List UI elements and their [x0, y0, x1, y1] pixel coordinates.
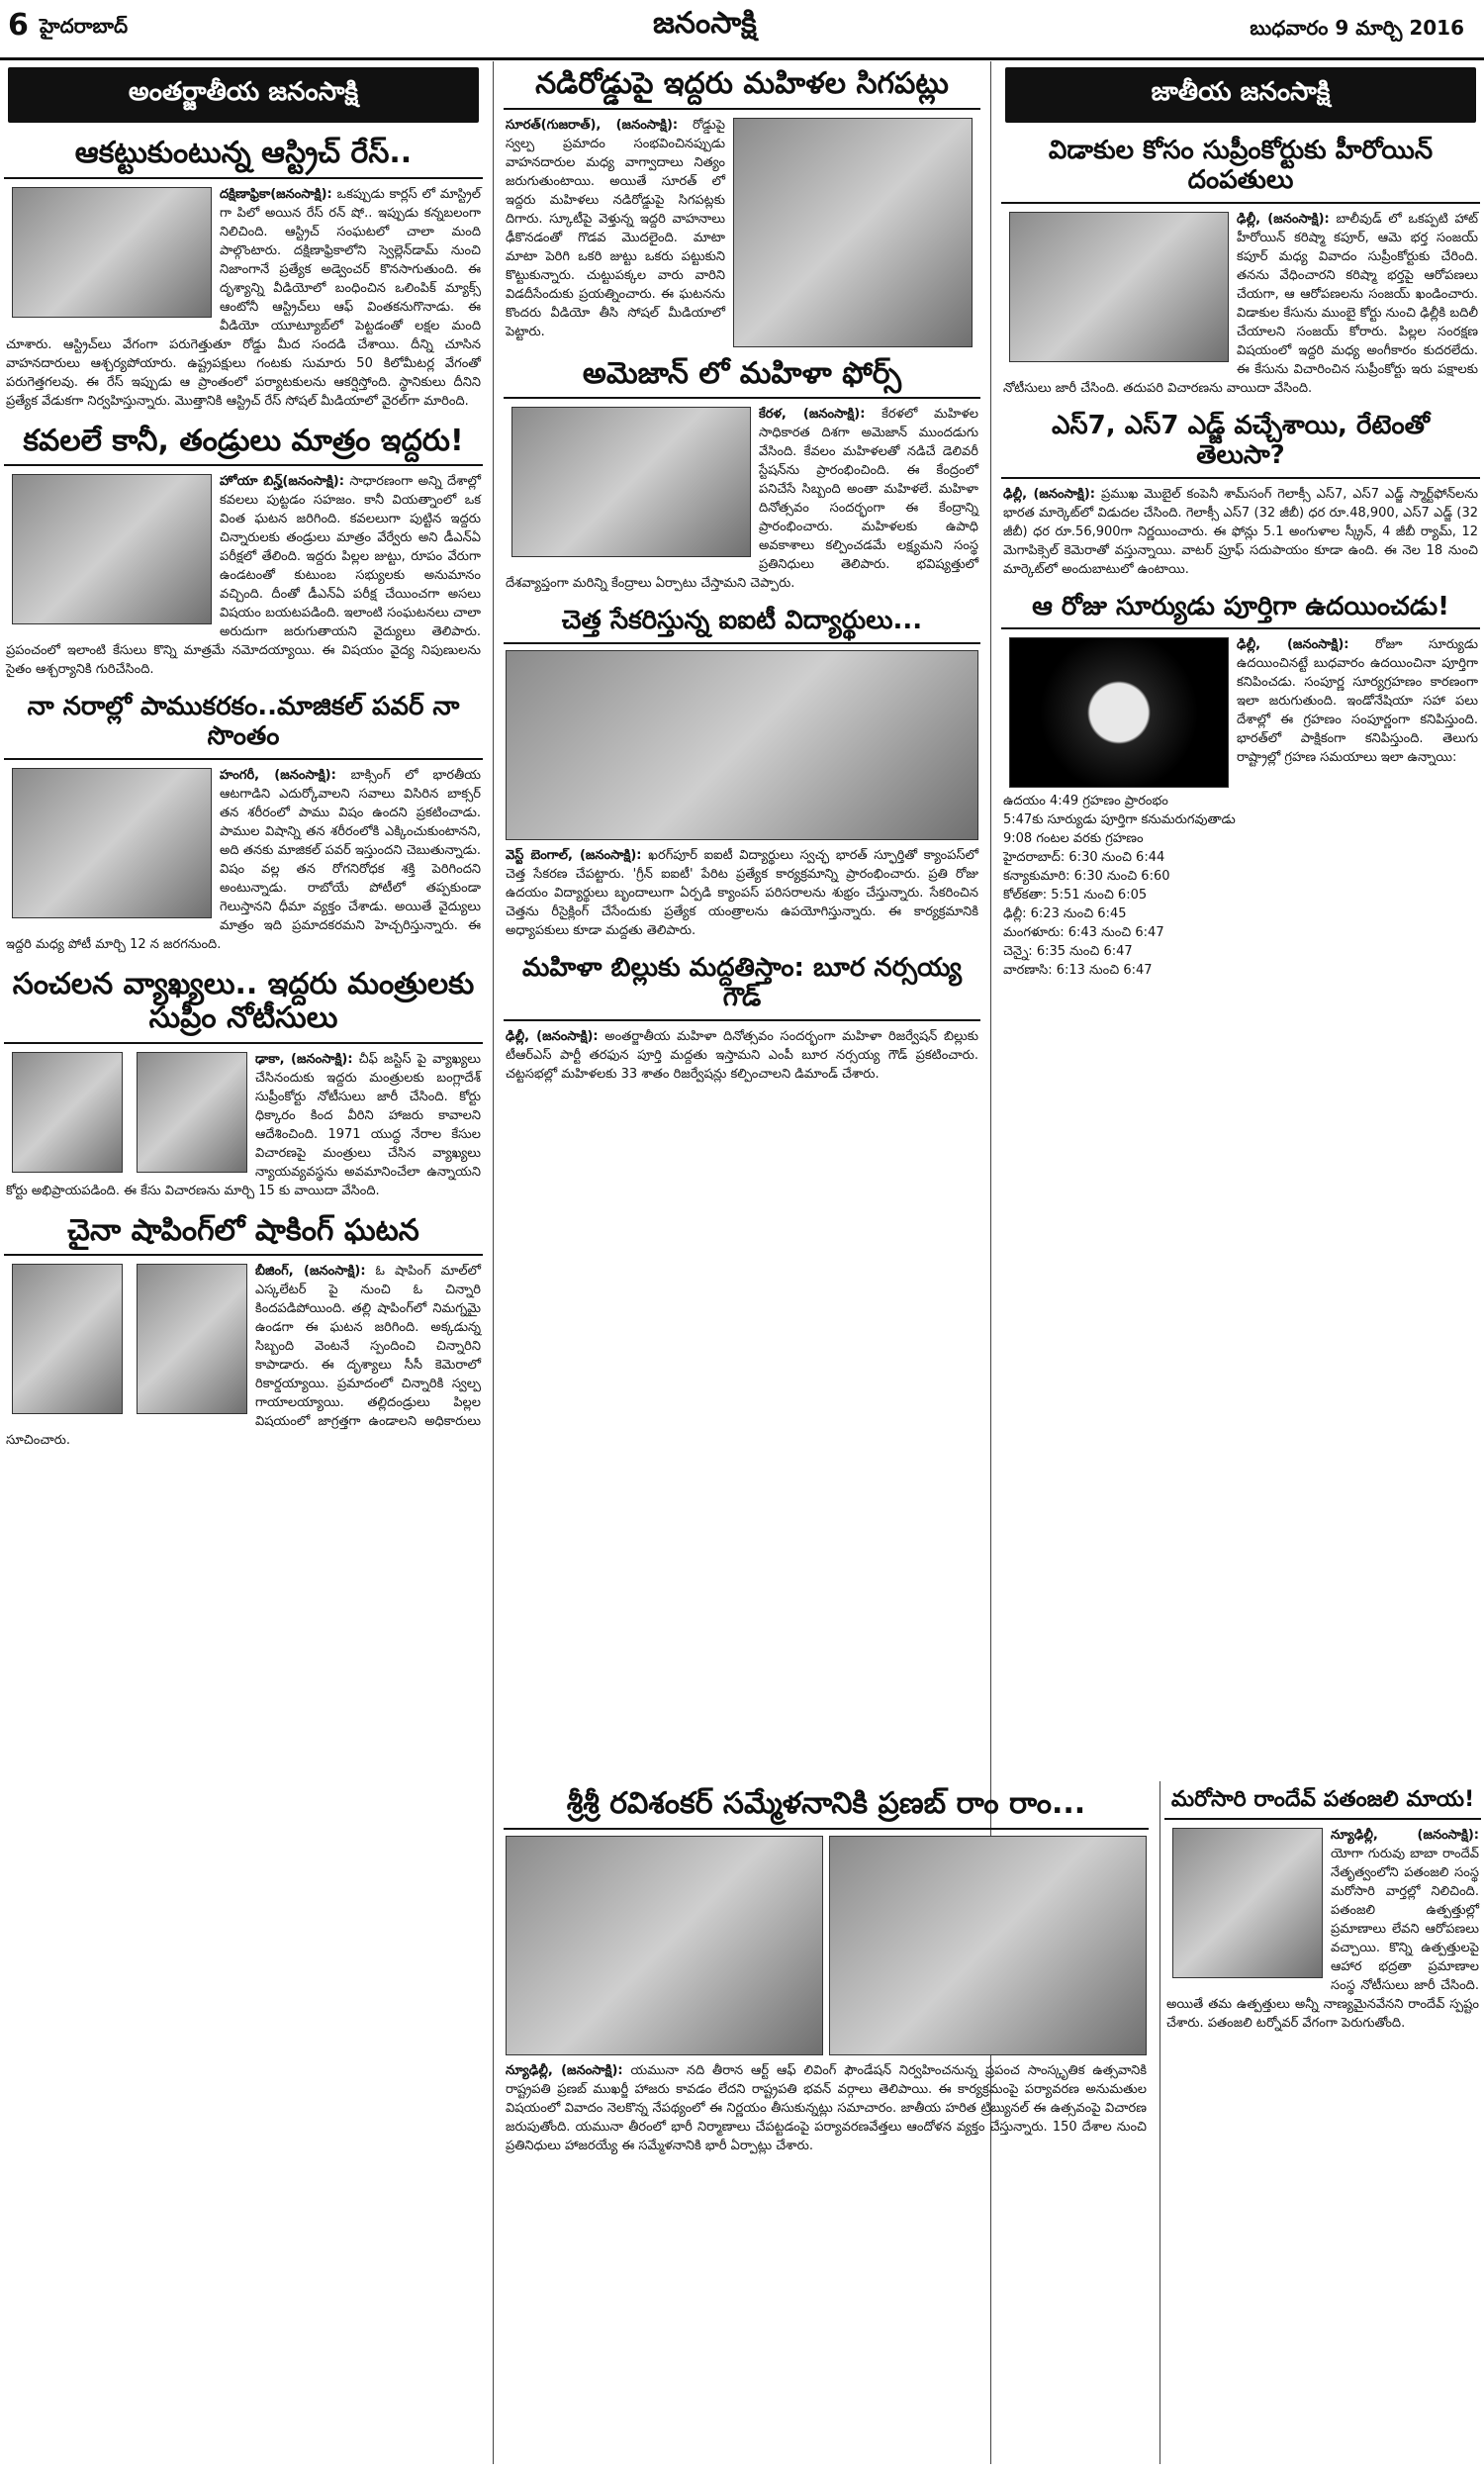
list-item: 5:47కు సూర్యుడు పూర్తిగా కనుమరుగవుతాడు — [1003, 812, 1236, 828]
article-headline: మరోసారి రాందేవ్ పతంజలి మాయ! — [1164, 1781, 1481, 1820]
article-ramdev — [1159, 1781, 1484, 2464]
article-body: రోజూ సూర్యుడు ఉదయించినట్టే బుధవారం ఉదయించినా పూర్తిగా కనిపించడు. సంపూర్ణ సూర్యగ్రహణం కారణంగా ఇలా జరుగుతుంది. ఇండోనేషియా సహా పలు దేశాల్లో ఈ గ్రహణం సంపూర్ణంగా కనిపిస్తుంది. భారత్‌లో పాక్షికంగా కనిపిస్తుంది. తెలుగు రాష్ట్రాల్లో గ్రహణ సమయాలు ఇలా ఉన్నాయి: — [1237, 637, 1478, 766]
masthead — [0, 0, 1484, 60]
photo-strip — [500, 1836, 1153, 2055]
article-headline: సంచలన వ్యాఖ్యలు.. ఇద్దరు మంత్రులకు సుప్రీం నోటీసులు — [4, 962, 483, 1044]
article-body: బాక్సింగ్ లో భారతీయ ఆటగాడిని ఎదుర్కోవాలని సవాలు విసిరిన బాక్సర్ తన శరీరంలో పాము విషం ఉందని ప్రకటించాడు. పాముల విషాన్ని తన శరీరంలోకి ఎక్కించుకుంటానని, అది తనకు మాజికల్ పవర్ ఇస్తుందని చెబుతున్నాడు. విషం వల్ల తన రోగనిరోధక శక్తి పెరిగిందని అంటున్నాడు. రాబోయే పోటీలో తప్పకుండా గెలుస్తానని ధీమా వ్యక్తం చేశాడు. అయితే వైద్యులు మాత్రం ఇది ప్రమాదకరమని హెచ్చరిస్తున్నారు. ఈ ఇద్దరి మధ్య పోటీ మార్చి 12 న జరగనుంది. — [6, 767, 482, 952]
article-women-fight — [500, 61, 984, 351]
ravishankar-photo — [506, 1836, 823, 2055]
article-body: యోగా గురువు బాబా రాందేవ్ నేతృత్వంలోని పతంజలి సంస్థ మరోసారి వార్తల్లో నిలిచింది. పతంజలి ఉత్పత్తుల్లో ప్రమాణాలు లేవని ఆరోపణలు వచ్చాయి. కొన్ని ఉత్పత్తులపై ఆహార భద్రతా ప్రమాణాల సంస్థ నోటీసులు జారీ చేసింది. అయితే తమ ఉత్పత్తులు అన్నీ నాణ్యమైనవేనని రాందేవ్ స్పష్టం చేశారు. పతంజలి టర్నోవర్ వేగంగా పెరుగుతోంది. — [1166, 1847, 1479, 2032]
article-body: బాలీవుడ్ లో ఒకప్పటి హాట్ హీరోయిన్ కరిష్మా కపూర్, ఆమె భర్త సంజయ్ కపూర్ మధ్య వివాదం సుప్రీంకోర్టుకు చేరింది. తనను వేధించారని కరిష్మా భర్తపై ఆరోపణలు చేయగా, ఆ ఆరోపణలను సంజయ్ ఖండించారు. విడాకుల కేసును ముంబై కోర్టు నుంచి ఢిల్లీకి బదిలీ చేయాలని సంజయ్ కోరారు. పిల్లల సంరక్షణ విషయంలో ఇద్దరి మధ్య అంగీకారం కుదరలేదు. ఈ కేసును విచారించిన సుప్రీంకోర్టు ఇరు పక్షాలకు నోటీసులు జారీ చేసింది. తదుపరి విచారణను వాయిదా వేసింది. — [1003, 211, 1479, 396]
article-headline: కవలలే కానీ, తండ్రులు మాత్రం ఇద్దరు! — [4, 419, 483, 467]
article-headline: విడాకుల కోసం సుప్రీంకోర్టుకు హీరోయిన్ దంపతులు — [1001, 131, 1480, 204]
list-item: కన్యాకుమారి: 6:30 నుంచి 6:60 — [1003, 869, 1170, 885]
list-item: చెన్నై: 6:35 నుంచి 6:47 — [1003, 944, 1133, 960]
twins-hands-photo — [12, 474, 212, 624]
dateline: ఢిల్లీ, (జనంసాక్షి): — [1003, 486, 1095, 502]
minister-photo — [137, 1052, 247, 1173]
patanjali-photo — [1172, 1828, 1323, 1978]
minister-photo — [12, 1052, 123, 1173]
article-headline: నా నరాల్లో పాముకరకం..మాజికల్ పవర్ నా సొంతం — [4, 687, 483, 760]
article-body: యమునా నది తీరాన ఆర్ట్ ఆఫ్ లివింగ్ ఫౌండేషన్ నిర్వహించనున్న ప్రపంచ సాంస్కృతిక ఉత్సవానికి రాష్ట్రపతి ప్రణబ్ ముఖర్జీ హాజరు కావడం లేదని రాష్ట్రపతి భవన్ వర్గాలు తెలిపాయి. ఈ కార్యక్రమంపై పర్యావరణ అనుమతుల విషయంలో వివాదం నెలకొన్న నేపథ్యంలో ఈ నిర్ణయం తీసుకున్నట్లు సమాచారం. జాతీయ హరిత ట్రిబ్యునల్ ఈ ఉత్సవంపై విచారణ జరుపుతోంది. యమునా తీరంలో భారీ నిర్మాణాలు చేపట్టడంపై పర్యావరణవేత్తలు ఆందోళన వ్యక్తం చేస్తున్నారు. 150 దేశాల నుంచి ప్రతినిధులు హాజరయ్యే ఈ సమ్మేళనానికి భారీ ఏర్పాట్లు చేశారు. — [506, 2062, 1148, 2153]
section-banner-national: జాతీయ జనంసాక్షి — [1005, 67, 1476, 123]
dateline: కేరళ, (జనంసాక్షి): — [759, 407, 866, 422]
list-item: మంగళూరు: 6:43 నుంచి 6:47 — [1003, 925, 1164, 941]
article-headline: ఆకట్టుకుంటున్న ఆస్ట్రిచ్ రేస్.. — [4, 131, 483, 179]
dateline: న్యూఢిల్లీ, (జనంసాక్షి): — [506, 2062, 623, 2078]
article-iit-students — [500, 601, 984, 940]
iit-building-photo — [506, 650, 978, 840]
dateline: దక్షిణాఫ్రికా(జనంసాక్షి): — [220, 186, 332, 202]
fight-photo — [733, 118, 973, 347]
article-headline: చెత్త సేకరిస్తున్న ఐఐటీ విద్యార్థులు... — [504, 601, 980, 644]
list-item: హైదరాబాద్: 6:30 నుంచి 6:44 — [1003, 850, 1165, 866]
dateline: హంగరీ, (జనంసాక్షి): — [220, 767, 336, 783]
article-body: సాధారణంగా అన్ని దేశాల్లో కవలలు పుట్టడం సహజం. కానీ వియత్నాంలో ఒక వింత ఘటన జరిగింది. కవలలుగా పుట్టిన ఇద్దరు చిన్నారులకు తండ్రులు మాత్రం వేర్వేరు అని డీఎన్‌ఏ పరీక్షలో తేలింది. ఇద్దరు పిల్లల జుట్టు, రూపం వేరుగా ఉండటంతో కుటుంబ సభ్యులకు అనుమానం వచ్చింది. దీంతో డీఎన్‌ఏ పరీక్ష చేయించగా అసలు విషయం బయటపడింది. ఇలాంటి సంఘటనలు చాలా అరుదుగా జరుగుతాయని వైద్యులు తెలిపారు. ప్రపంచంలో ఇలాంటి కేసులు కొన్ని మాత్రమే నమోదయ్యాయి. ఈ విషయం వైద్య నిపుణులను సైతం ఆశ్చర్యానికి గురిచేసింది. — [6, 474, 481, 677]
article-ravishankar — [500, 1781, 1153, 2464]
boxer-photo — [12, 768, 212, 918]
dateline: ఢాకా, (జనంసాక్షి): — [255, 1051, 353, 1067]
section-banner-international: అంతర్జాతీయ జనంసాక్షి — [8, 67, 479, 123]
article-headline: మహిళా బిల్లుకు మద్దతిస్తాం: బూర నర్సయ్య గౌడ్ — [504, 948, 980, 1021]
article-china-shopping — [0, 1208, 487, 1459]
list-item: వారణాసి: 6:13 నుంచి 6:47 — [1003, 963, 1153, 979]
article-ostrich-race — [0, 131, 487, 419]
escalator-photo — [12, 1264, 123, 1414]
article-twins — [0, 419, 487, 688]
dateline: ఢిల్లీ, (జనంసాక్షి): — [506, 1028, 599, 1044]
issue-date: బుధవారం 9 మార్చి 2016 — [1250, 16, 1464, 40]
newspaper-logo: జనంసాక్షి — [653, 6, 757, 41]
list-item: ఉదయం 4:49 గ్రహణం ప్రారంభం — [1003, 794, 1168, 809]
article-body: ప్రముఖ మొబైల్ కంపెనీ శామ్‌సంగ్ గెలాక్సీ ఎస్7, ఎస్7 ఎడ్జ్ స్మార్ట్‌ఫోన్‌లను భారత మార్కెట్‌లో విడుదల చేసింది. గెలాక్సీ ఎస్7 (32 జీబీ) ధర రూ.48,900, ఎస్7 ఎడ్జ్ (32 జీబీ) ధర రూ.56,900గా నిర్ణయించారు. ఈ ఫోన్లు 5.1 అంగుళాల స్క్రీన్, 4 జీబీ ర్యామ్, 12 మెగాపిక్సెల్ కెమెరాతో వస్తున్నాయి. వాటర్ ప్రూఫ్ సదుపాయం కూడా ఉంది. ఈ నెల 18 నుంచి మార్కెట్‌లో అందుబాటులో ఉంటాయి. — [1003, 486, 1478, 577]
list-item: ఢిల్లీ: 6:23 నుంచి 6:45 — [1003, 906, 1127, 922]
edition-city: హైదరాబాద్ — [40, 14, 129, 38]
amazon-staff-photo — [511, 407, 751, 557]
article-snake-blood — [0, 687, 487, 962]
article-women-bill — [500, 948, 984, 1084]
dateline: వెస్ట్ బెంగాల్, (జనంసాక్షి): — [506, 847, 642, 863]
eclipse-timings-list — [997, 792, 1484, 980]
article-body: రోడ్డుపై స్వల్ప ప్రమాదం సంభవించినప్పుడు వాహనదారుల మధ్య వాగ్వాదాలు నిత్యం జరుగుతుంటాయి. అయితే సూరత్ లో ఇద్దరు మహిళలు నడిరోడ్డుపై సిగపట్లకు దిగారు. స్కూటీపై వెళ్తున్న ఇద్దరి వాహనాలు ఢీకొనడంతో గొడవ మొదలైంది. మాటా మాటా పెరిగి ఒకరి జుట్టు ఒకరు పట్టుకుని కొట్టుకున్నారు. చుట్టుపక్కల వారు వారిని విడదీసేందుకు ప్రయత్నించారు. ఈ ఘటనను కొందరు వీడియో తీసి సోషల్ మీడియాలో పెట్టారు. — [506, 117, 725, 339]
escalator-photo — [137, 1264, 247, 1414]
article-body: ఒకప్పుడు కార్లస్ లో మాస్ట్రిల్ గా పిలో అయిన రేస్ రన్ షో.. ఇప్పుడు కన్నబలంగా నిలిచింది. ఆస్ట్రిచ్ సంఘటలో చాలా మంది పాల్గొంటారు. దక్షిణాఫ్రికాలోని స్వెల్లెన్‌డామ్ నుంచి నిజాంగానే ప్రత్యేక అడ్వెంచర్ కొనసాగుతుంది. ఈ దృశ్యాన్ని వీడియోలో బంధించిన ఒలింపిక్ మ్యాక్స్ ఆంటోనీ ఆస్ట్రిచ్‌లు ఆఫ్ వింతకనుగొనాడు. ఈ వీడియో యూట్యూబ్‌లో పెట్టడంతో లక్షల మంది చూశారు. ఆస్ట్రిచ్‌లు వేగంగా పరుగెత్తుతూ రోడ్డు మీద సందడి చేశాయి. దీన్ని చూసిన వాహనదారులు ఆశ్చర్యపోయారు. ఉష్ట్రపక్షులు గంటకు సుమారు 50 కిలోమీటర్ల వేగంతో పరుగెత్తగలవు. ఈ రేస్ ఇప్పుడు ఆ ప్రాంతంలో పర్యాటకులను ఆకర్షిస్తోంది. స్థానికులు దీనిని ప్రత్యేక వేడుకగా నిర్వహిస్తున్నారు. మొత్తానికి ఆస్ట్రిచ్ రేస్ సోషల్ మీడియాలో వైరల్‌గా మారింది. — [6, 186, 481, 409]
article-body: అంతర్జాతీయ మహిళా దినోత్సవం సందర్భంగా మహిళా రిజర్వేషన్ బిల్లుకు టీఆర్‌ఎస్ పార్టీ తరఫున పూర్తి మద్దతు ఇస్తామని ఎంపీ బూర నర్సయ్య గౌడ్ ప్రకటించారు. చట్టసభల్లో మహిళలకు 33 శాతం రిజర్వేషన్లు కల్పించాలని డిమాండ్ చేశారు. — [506, 1028, 978, 1082]
dateline: ఢిల్లీ, (జనంసాక్షి): — [1237, 637, 1349, 653]
article-supreme-notice — [0, 962, 487, 1208]
article-body: కేరళలో మహిళల సాధికారత దిశగా అమెజాన్ ముందడుగు వేసింది. కేవలం మహిళలతో నడిచే డెలివరీ స్టేషన్‌ను ప్రారంభించింది. ఈ కేంద్రంలో పనిచేసే సిబ్బంది అంతా మహిళలే. మహిళా దినోత్సవం సందర్భంగా ఈ కేంద్రాన్ని ప్రారంభించారు. మహిళలకు ఉపాధి అవకాశాలు కల్పించడమే లక్ష్యమని సంస్థ ప్రతినిధులు తెలిపారు. భవిష్యత్తులో దేశవ్యాప్తంగా మరిన్ని కేంద్రాలు ఏర్పాటు చేస్తామని చెప్పారు. — [506, 407, 978, 591]
article-headline: ఆ రోజు సూర్యుడు పూర్తిగా ఉదయించడు! — [1001, 587, 1480, 630]
international-column — [0, 61, 487, 2464]
article-headline: నడిరోడ్డుపై ఇద్దరు మహిళల సిగపట్లు — [504, 61, 980, 110]
article-eclipse — [997, 587, 1484, 981]
column-divider — [493, 61, 494, 2464]
page-number: 6 — [8, 8, 29, 43]
article-headline: అమెజాన్ లో మహిళా ఫోర్స్ — [504, 351, 980, 400]
article-headline: శ్రీశ్రీ రవిశంకర్ సమ్మేళనానికి ప్రణబ్ రాం రాం... — [504, 1781, 1149, 1830]
dateline: హోయా బిన్హ్(జనంసాక్షి): — [220, 474, 344, 489]
article-amazon-women — [500, 351, 984, 602]
article-body: చీఫ్ జస్టిస్ పై వ్యాఖ్యలు చేసినందుకు ఇద్దరు మంత్రులకు బంగ్లాదేశ్ సుప్రీంకోర్టు నోటీసులు జారీ చేసింది. కోర్టు ధిక్కారం కింద వీరిని హాజరు కావాలని ఆదేశించింది. 1971 యుద్ధ నేరాల కేసుల విచారణపై మంత్రులు చేసిన వ్యాఖ్యలు న్యాయవ్యవస్థను అవమానించేలా ఉన్నాయని కోర్టు అభిప్రాయపడింది. ఈ కేసు విచారణను మార్చి 15 కు వాయిదా వేసింది. — [6, 1051, 481, 1198]
pranab-photo — [829, 1836, 1147, 2055]
dateline: బీజింగ్, (జనంసాక్షి): — [255, 1264, 366, 1280]
article-headline: చైనా షాపింగ్‌లో షాకింగ్ ఘటన — [4, 1208, 483, 1257]
article-body: ఖరగ్‌పూర్ ఐఐటీ విద్యార్థులు స్వచ్ఛ భారత్ స్ఫూర్తితో క్యాంపస్‌లో చెత్త సేకరణ చేపట్టారు. 'గ్రీన్ ఐఐటీ' పేరిట ప్రత్యేక కార్యక్రమాన్ని ప్రారంభించారు. ప్రతి రోజు ఉదయం విద్యార్థులు బృందాలుగా ఏర్పడి క్యాంపస్ పరిసరాలను శుభ్రం చేస్తున్నారు. సేకరించిన చెత్తను రీసైక్లింగ్ చేసేందుకు ప్రత్యేక యంత్రాలను ఉపయోగిస్తున్నారు. ఈ కార్యక్రమానికి అధ్యాపకులు కూడా మద్దతు తెలిపారు. — [506, 847, 978, 938]
solar-eclipse-photo — [1009, 637, 1229, 788]
article-galaxy-s7 — [997, 406, 1484, 579]
article-body: ఓ షాపింగ్ మాల్‌లో ఎస్కలేటర్ పై నుంచి ఓ చిన్నారి కిందపడిపోయింది. తల్లి షాపింగ్‌లో నిమగ్నమై ఉండగా ఈ ఘటన జరిగింది. అక్కడున్న సిబ్బంది వెంటనే స్పందించి చిన్నారిని కాపాడారు. ఈ దృశ్యాలు సీసీ కెమెరాలో రికార్డయ్యాయి. ప్రమాదంలో చిన్నారికి స్వల్ప గాయాలయ్యాయి. తల్లిదండ్రులు పిల్లల విషయంలో జాగ్రత్తగా ఉండాలని అధికారులు సూచించారు. — [6, 1264, 481, 1449]
list-item: 9:08 గంటల వరకు గ్రహణం — [1003, 831, 1144, 847]
dateline: ఢిల్లీ, (జనంసాక్షి): — [1237, 211, 1330, 227]
ostrich-photo — [12, 187, 212, 318]
supreme-court-photo — [1009, 212, 1229, 362]
list-item: కోల్‌కతా: 5:51 నుంచి 6:05 — [1003, 888, 1148, 904]
dateline: న్యూఢిల్లీ, (జనంసాక్షి): — [1331, 1828, 1479, 1844]
article-headline: ఎస్7, ఎస్7 ఎడ్జ్ వచ్చేశాయి, రేటెంతో తెలుసా? — [1001, 406, 1480, 479]
dateline: సూరత్(గుజరాత్), (జనంసాక్షి): — [506, 117, 679, 133]
article-divorce — [997, 131, 1484, 406]
